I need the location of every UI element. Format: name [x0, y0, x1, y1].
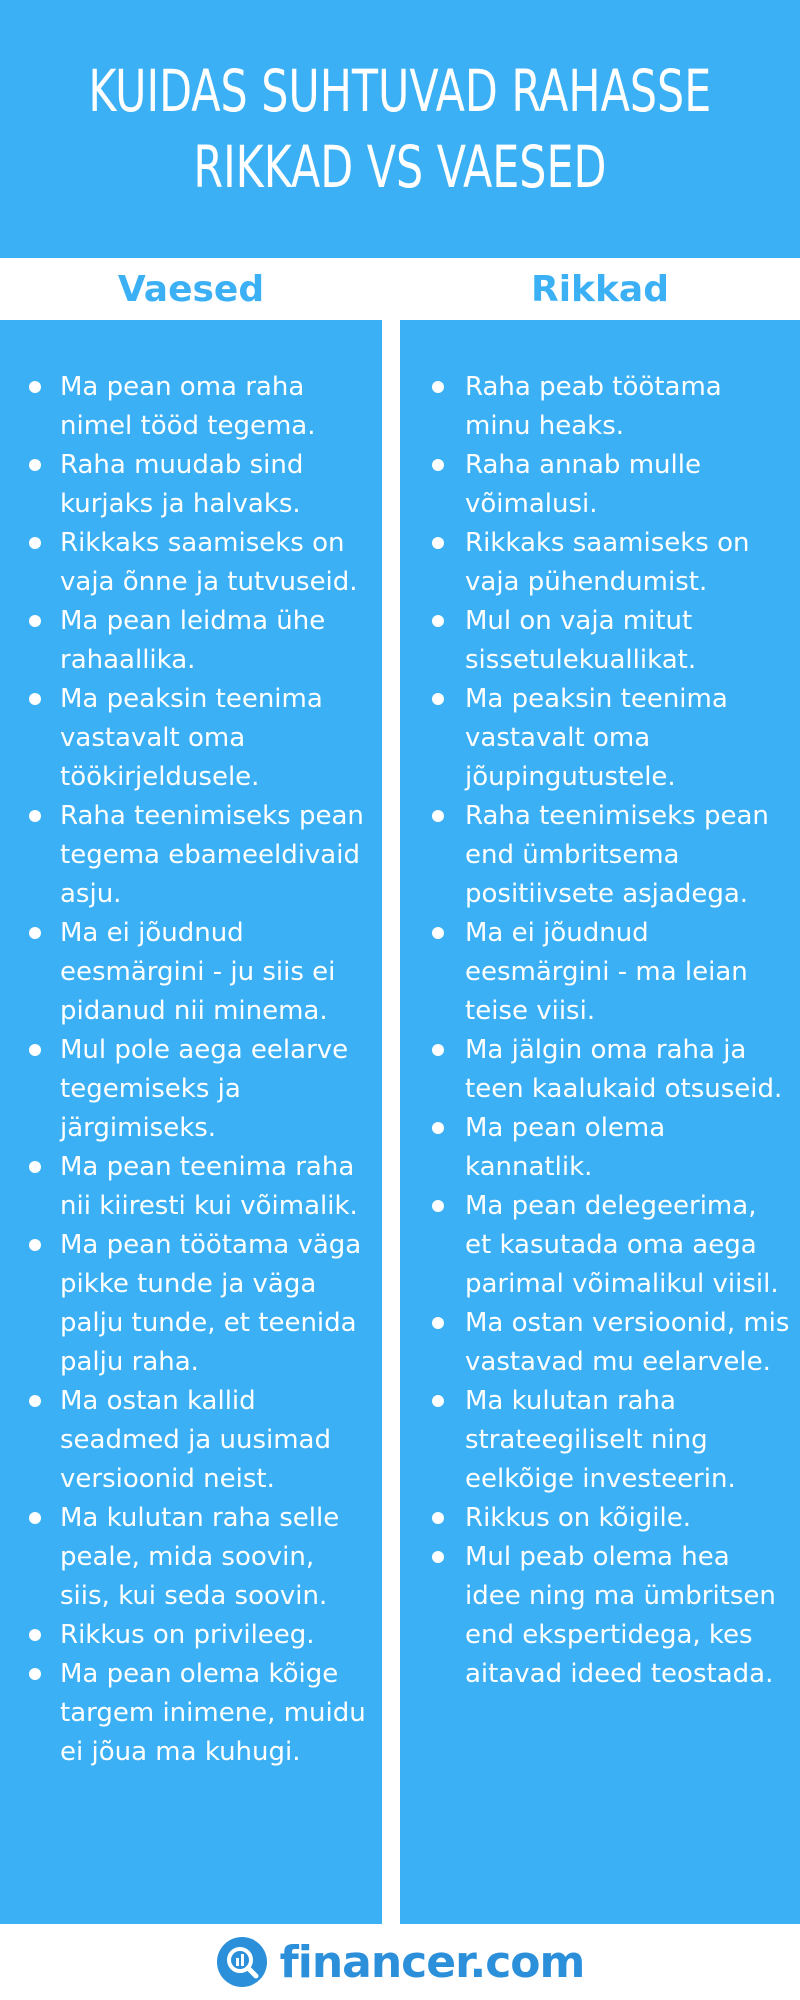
- list-item-text: Ma ostan versioonid, mis vastavad mu eelarvele.: [465, 1308, 790, 1377]
- list-item-text: Ma ei jõudnud eesmärgini - ma leian teise viisi.: [465, 918, 748, 1026]
- bullet-icon: [432, 927, 444, 939]
- right-column-heading: Rikkad: [530, 268, 669, 310]
- bullet-icon: [29, 693, 41, 705]
- list-item: [0, 446, 372, 524]
- list-item-text: Ma pean teenima raha nii kiiresti kui võimalik.: [60, 1152, 358, 1221]
- list-item: [0, 797, 372, 914]
- list-item: [400, 1304, 790, 1382]
- list-item: [0, 1616, 372, 1655]
- header-banner: [0, 0, 800, 258]
- bullet-icon: [432, 1551, 444, 1563]
- list-item-text: Rikkaks saamiseks on vaja õnne ja tutvuseid.: [60, 528, 358, 597]
- list-item: [0, 680, 372, 797]
- list-item: [400, 524, 790, 602]
- list-item-text: Mul on vaja mitut sissetulekuallikat.: [465, 606, 697, 675]
- list-item: [0, 1499, 372, 1616]
- list-item-text: Ma pean delegeerima, et kasutada oma aega parimal võimalikul viisil.: [465, 1191, 779, 1299]
- list-item: [0, 368, 372, 446]
- list-item-text: Ma pean olema kannatlik.: [465, 1113, 666, 1182]
- bullet-icon: [432, 1122, 444, 1134]
- list-item-text: Ma kulutan raha strateegiliselt ning eelkõige investeerin.: [465, 1386, 736, 1494]
- list-item: [400, 680, 790, 797]
- bullet-icon: [432, 1317, 444, 1329]
- bullet-icon: [29, 1512, 41, 1524]
- list-item: [400, 1031, 790, 1109]
- left-panel: [0, 320, 382, 1924]
- right-panel: [400, 320, 800, 1924]
- bullet-icon: [432, 381, 444, 393]
- logo-text: financer.com: [279, 1936, 585, 1988]
- bullet-icon: [29, 810, 41, 822]
- list-item: [400, 1499, 790, 1538]
- bullet-icon: [29, 1395, 41, 1407]
- list-item-text: Raha teenimiseks pean end ümbritsema positiivsete asjadega.: [465, 801, 769, 909]
- bullet-icon: [29, 615, 41, 627]
- list-item: [0, 1148, 372, 1226]
- list-item-text: Ma peaksin teenima vastavalt oma töökirjeldusele.: [60, 684, 323, 792]
- list-item-text: Raha annab mulle võimalusi.: [465, 450, 701, 519]
- bullet-icon: [29, 1239, 41, 1251]
- list-item: [400, 368, 790, 446]
- bullet-icon: [29, 459, 41, 471]
- page-title-line-1: KUIDAS SUHTUVAD RAHASSE: [88, 57, 712, 125]
- bullet-icon: [29, 537, 41, 549]
- list-item: [0, 1382, 372, 1499]
- list-item-text: Rikkaks saamiseks on vaja pühendumist.: [465, 528, 750, 597]
- bullet-icon: [29, 1161, 41, 1173]
- bullet-icon: [29, 1044, 41, 1056]
- list-item-text: Ma pean oma raha nimel tööd tegema.: [60, 372, 316, 441]
- bullet-icon: [432, 1044, 444, 1056]
- list-item: [0, 1031, 372, 1148]
- bullet-icon: [29, 927, 41, 939]
- list-item-text: Ma peaksin teenima vastavalt oma jõupingutustele.: [465, 684, 728, 792]
- list-item: [0, 602, 372, 680]
- list-item-text: Ma jälgin oma raha ja teen kaalukaid otsuseid.: [465, 1035, 783, 1104]
- list-item: [400, 1187, 790, 1304]
- list-item-text: Ma pean olema kõige targem inimene, muidu ei jõua ma kuhugi.: [60, 1659, 366, 1767]
- right-list: [400, 320, 800, 1694]
- bullet-icon: [432, 693, 444, 705]
- list-item-text: Mul pole aega eelarve tegemiseks ja järgimiseks.: [60, 1035, 349, 1143]
- list-item: [0, 914, 372, 1031]
- bullet-icon: [432, 537, 444, 549]
- list-item: [400, 1382, 790, 1499]
- list-item-text: Ma ostan kallid seadmed ja uusimad versioonid neist.: [60, 1386, 331, 1494]
- left-column-heading: Vaesed: [117, 268, 265, 310]
- bullet-icon: [432, 459, 444, 471]
- bullet-icon: [29, 1668, 41, 1680]
- left-list: [0, 320, 382, 1772]
- bullet-icon: [432, 615, 444, 627]
- list-item: [400, 914, 790, 1031]
- list-item: [400, 602, 790, 680]
- list-item: [400, 797, 790, 914]
- page-title-line-2: RIKKAD VS VAESED: [193, 133, 607, 201]
- list-item-text: Ma pean leidma ühe rahaallika.: [60, 606, 326, 675]
- list-item-text: Rikkus on kõigile.: [465, 1503, 692, 1533]
- list-item: [0, 1655, 372, 1772]
- bullet-icon: [432, 1395, 444, 1407]
- list-item-text: Raha teenimiseks pean tegema ebameeldivaid asju.: [60, 801, 364, 909]
- list-item: [400, 1109, 790, 1187]
- list-item-text: Ma pean töötama väga pikke tunde ja väga palju tunde, et teenida palju raha.: [60, 1230, 362, 1377]
- list-item: [0, 1226, 372, 1382]
- list-item-text: Rikkus on privileeg.: [60, 1620, 315, 1650]
- bullet-icon: [432, 1200, 444, 1212]
- list-item-text: Raha peab töötama minu heaks.: [465, 372, 722, 441]
- list-item: [400, 446, 790, 524]
- financer-logo-icon: [216, 1936, 268, 1988]
- bullet-icon: [29, 381, 41, 393]
- list-item-text: Raha muudab sind kurjaks ja halvaks.: [60, 450, 304, 519]
- bullet-icon: [29, 1629, 41, 1641]
- list-item: [0, 524, 372, 602]
- bullet-icon: [432, 1512, 444, 1524]
- footer: [0, 1924, 800, 2000]
- list-item-text: Ma kulutan raha selle peale, mida soovin, siis, kui seda soovin.: [60, 1503, 340, 1611]
- list-item-text: Ma ei jõudnud eesmärgini - ju siis ei pidanud nii minema.: [60, 918, 336, 1026]
- bullet-icon: [432, 810, 444, 822]
- list-item: [400, 1538, 790, 1694]
- list-item-text: Mul peab olema hea idee ning ma ümbritsen end ekspertidega, kes aitavad ideed teostada.: [465, 1542, 776, 1689]
